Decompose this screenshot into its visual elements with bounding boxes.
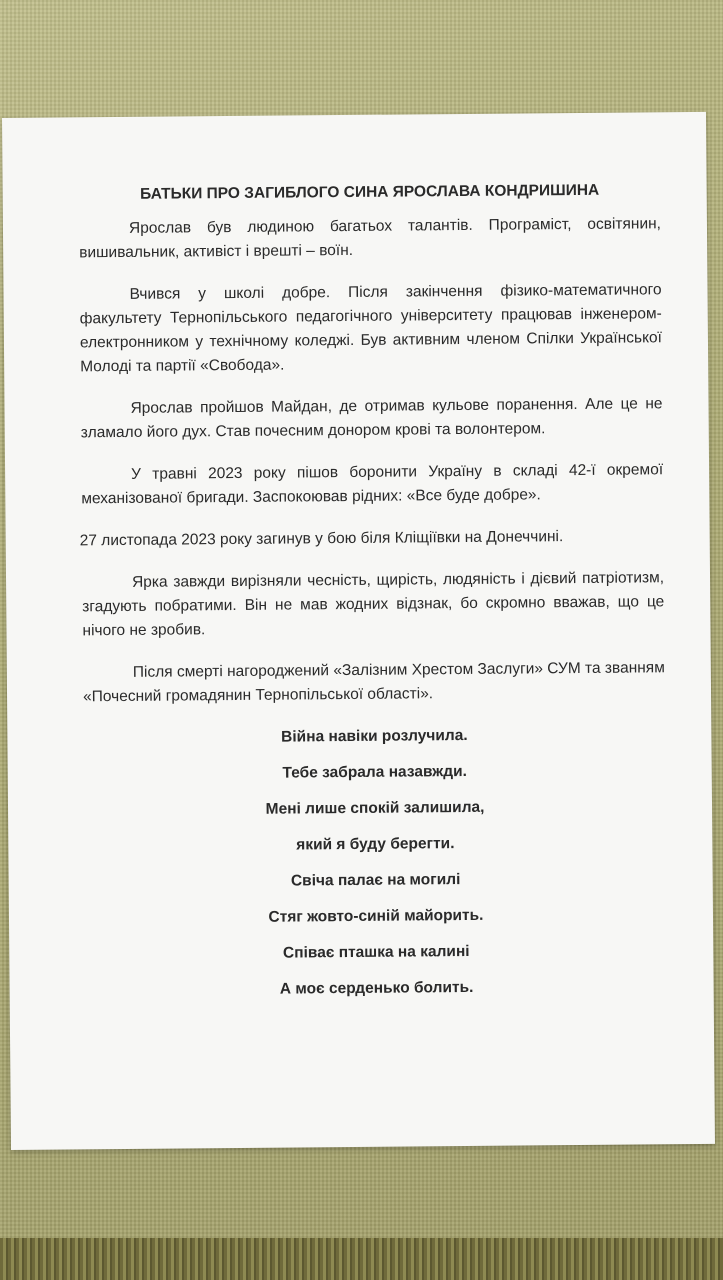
poem — [83, 722, 667, 1015]
tablecloth-fringe — [0, 1238, 723, 1280]
paper-sheet — [2, 112, 715, 1150]
poem-line: Тебе забрала назавжди. — [282, 762, 468, 782]
paragraph-education: Вчився у школі добре. Після закінчення фізико-математичного факультету Тернопільського педагогічного університету працював інженером-електронником у технічному коледжі. Був активним членом Спілки Української Молоді та партії «Свобода». — [79, 281, 663, 376]
poem-line: А моє серденько болить. — [279, 978, 474, 998]
poem-line: який я буду берегти. — [296, 835, 455, 854]
paragraph-character: Ярка завжди вирізняли чесність, щирість, людяність і дієвий патріотизм, згадують побратими. Він не мав жодних відзнак, бо скромно вважав, що це нічого не зробив. — [82, 569, 665, 640]
paragraph-death: 27 листопада 2023 року загинув у бою біля Кліщіївки на Донеччині. — [79, 528, 564, 550]
poem-line: Співає пташка на калині — [282, 942, 470, 962]
paragraph-awards: Після смерті нагороджений «Залізним Хрестом Заслуги» СУМ та званням «Почесний громадянин Тернопільської області». — [82, 659, 665, 706]
paragraph-talents: Ярослав був людиною багатьох талантів. Програміст, освітянин, вишивальник, активіст і врешті – воїн. — [79, 215, 662, 262]
poem-line: Мені лише спокій залишила, — [265, 798, 485, 818]
poem-line: Війна навіки розлучила. — [281, 726, 468, 746]
document-body — [79, 178, 668, 1015]
poem-line: Свіча палає на могилі — [290, 871, 461, 890]
paragraph-maidan: Ярослав пройшов Майдан, де отримав кульове поранення. Але це не зламало його дух. Став почесним донором крові та волонтером. — [80, 395, 663, 442]
poem-line: Стяг жовто-синій майорить. — [268, 906, 484, 926]
paragraph-service: У травні 2023 року пішов боронити Україну в складі 42-ї окремої механізованої бригади. Заспокоював рідних: «Все буде добре». — [81, 461, 664, 508]
document-title: БАТЬКИ ПРО ЗАГИБЛОГО СИНА ЯРОСЛАВА КОНДРИШИНА — [140, 181, 600, 203]
